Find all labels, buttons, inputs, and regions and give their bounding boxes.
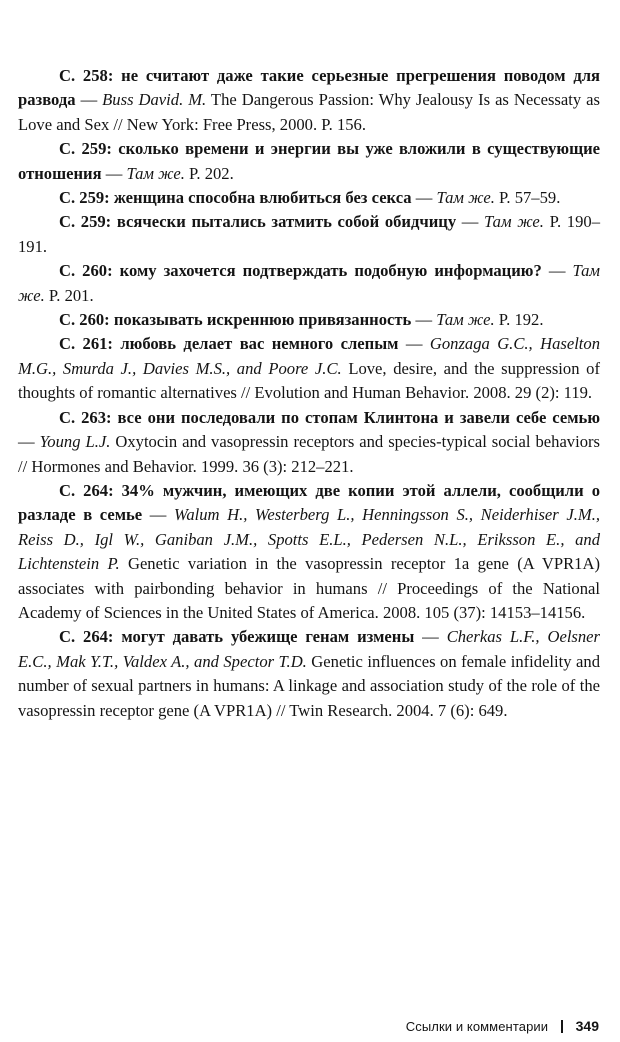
reference-authors: Walum H., Westerberg L., Henningsson S., Neiderhiser J.M., Reiss D., Igl W., Ganiban J.M., Spotts E.L., Pedersen N.L., Eriksson E., and Lichtenstein P. <box>18 505 600 574</box>
reference-entry <box>18 210 600 259</box>
reference-quote: все они последовали по стопам Клинтона и завели себе семью <box>111 407 600 427</box>
reference-dash: — <box>398 334 430 354</box>
reference-page: С. 259: <box>59 212 112 232</box>
reference-source: P. 202. <box>184 163 234 183</box>
footer-section-title: Ссылки и комментарии <box>405 1019 549 1034</box>
reference-entry <box>18 406 600 479</box>
reference-authors: Там же. <box>18 261 600 305</box>
reference-quote: сколько времени и энергии вы уже вложили в существующие отношения <box>18 139 600 183</box>
reference-dash: — <box>414 627 447 647</box>
reference-quote: не считают даже такие серьезные прегрешения поводом для развода <box>18 66 600 110</box>
footer-separator <box>561 1020 563 1033</box>
reference-authors: Cherkas L.F., Oelsner E.C., Mak Y.T., Valdex A., and Spector T.D. <box>18 627 601 671</box>
reference-dash: — <box>456 212 485 232</box>
reference-quote: женщина способна влюбиться без секса <box>109 188 412 208</box>
reference-source: Genetic variation in the vasopressin receptor 1a gene (A VPR1A) associates with pairbonding behavior in humans // Proceedings of the National Academy of Sciences in the United States of America. 2008. 105 (37): 14153–14156. <box>18 554 600 622</box>
reference-dash: — <box>18 432 40 452</box>
reference-page: С. 258: <box>59 66 114 85</box>
reference-authors: Там же. <box>436 310 495 330</box>
reference-source: P. 190–191. <box>18 212 600 256</box>
reference-entry <box>18 137 600 186</box>
page-number: 349 <box>575 1018 599 1034</box>
reference-quote: кому захочется подтверждать подобную информацию? <box>112 261 542 281</box>
references-list <box>18 64 600 723</box>
reference-quote: могут давать убежище генам измены <box>113 627 415 647</box>
running-footer <box>406 1018 599 1034</box>
reference-dash: — <box>411 188 437 208</box>
reference-entry <box>18 186 600 210</box>
reference-source: Oxytocin and vasopressin receptors and species-typical social behaviors // Hormones and Behavior. 1999. 36 (3): 212–221. <box>18 432 600 476</box>
reference-page: С. 259: <box>59 188 110 208</box>
reference-page: С. 259: <box>59 139 112 159</box>
reference-page: С. 260: <box>59 261 113 281</box>
reference-source: Love, desire, and the suppression of thoughts of romantic alternatives // Evolution and Human Behavior. 2008. 29 (2): 119. <box>18 358 600 403</box>
reference-authors: Там же. <box>436 188 495 208</box>
reference-quote: показывать искреннюю привязанность <box>109 310 412 330</box>
reference-quote: 34% мужчин, имеющих две копии этой аллели, сообщили о разладе в семье <box>18 480 600 525</box>
reference-dash: — <box>101 163 127 183</box>
reference-authors: Там же. <box>484 212 544 232</box>
reference-quote: любовь делает вас немного слепым <box>112 334 399 354</box>
reference-source: Genetic influences on female infidelity and number of sexual partners in humans: A linkage and association study of the role of the vasopressin receptor gene (A VPR1A) // Twin Research. 2004. 7 (6): 649. <box>18 651 600 720</box>
reference-source: P. 57–59. <box>494 188 561 208</box>
reference-quote: всячески пытались затмить собой обидчицу <box>111 212 457 232</box>
reference-page: С. 260: <box>59 310 110 330</box>
reference-page: С. 264: <box>59 627 114 647</box>
reference-authors: Там же. <box>126 163 185 183</box>
reference-entry <box>18 479 600 625</box>
reference-authors: Young L.J. <box>39 432 111 452</box>
reference-dash: — <box>541 261 573 281</box>
reference-dash: — <box>411 310 437 330</box>
reference-page: С. 264: <box>59 480 114 500</box>
reference-page: С. 261: <box>59 334 113 354</box>
reference-entry <box>18 625 600 723</box>
reference-page: С. 263: <box>59 407 112 427</box>
reference-dash: — <box>75 90 103 110</box>
reference-authors: Gonzaga G.C., Haselton M.G., Smurda J., Davies M.S., and Poore J.C. <box>18 334 601 378</box>
reference-entry <box>18 308 600 332</box>
reference-source: P. 192. <box>494 310 544 330</box>
reference-authors: Buss David. M. <box>102 90 207 110</box>
reference-entry <box>18 332 600 405</box>
reference-entry <box>18 64 600 137</box>
reference-source: P. 201. <box>44 285 94 305</box>
reference-source: The Dangerous Passion: Why Jealousy Is as Necessaty as Love and Sex // New York: Free Press, 2000. P. 156. <box>18 90 600 134</box>
reference-entry <box>18 259 600 308</box>
reference-dash: — <box>142 505 175 525</box>
